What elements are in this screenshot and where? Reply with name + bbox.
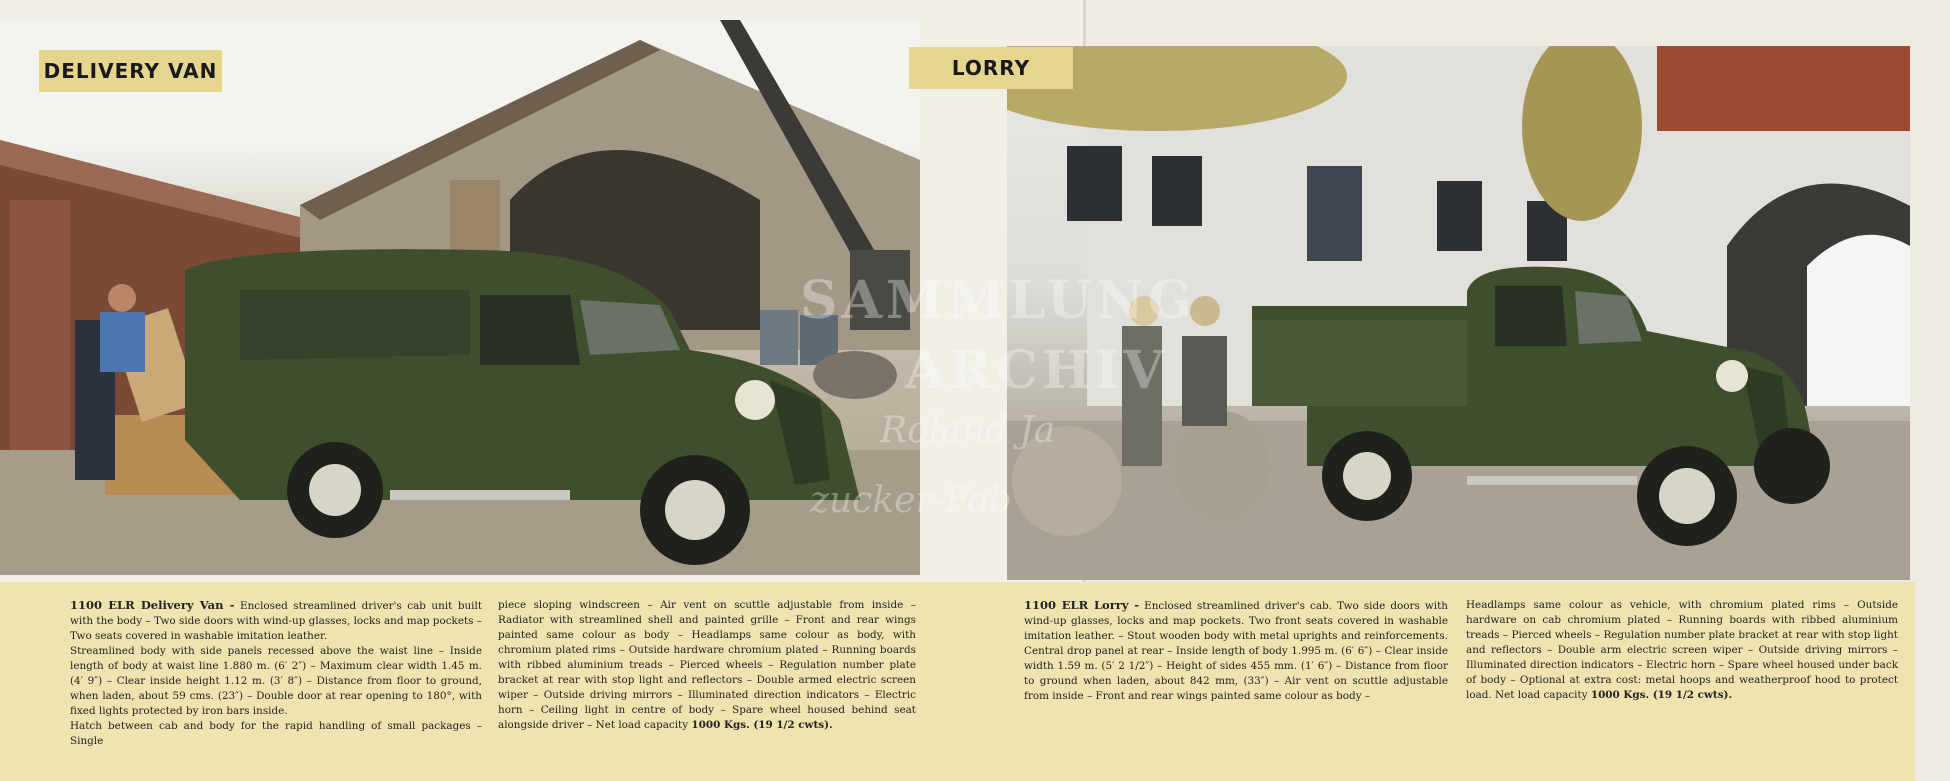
van-spec-paragraph-2: Streamlined body with side panels recessed above the waist line – Inside length of body at waist line 1.880 m. (6′ 2″) – Maximum clear width 1.45 m. (4′ 9″) – Clear inside height 1.12 m. (3′ 8″) – Distance from floor to ground, when laden, about 59 cms. (23″) – Double door at rear opening to 180°, with fixed lights protected by iron bars inside. [70, 645, 482, 717]
lorry-spec-column-1 [1024, 598, 1448, 704]
watermark-line-2: ARCHIV [905, 340, 1168, 401]
van-spec-column-2 [498, 598, 916, 733]
delivery-van-label: DELIVERY VAN [39, 50, 222, 92]
delivery-van-illustration [0, 20, 920, 575]
van-spec-heading: 1100 ELR Delivery Van - [70, 598, 235, 612]
lorry-photo [1007, 46, 1910, 580]
lorry-spec-intro: Enclosed streamlined driver's cab. Two side doors with wind-up glasses, locks and map pockets. Two front seats covered in washable imitation leather. – Stout wooden body with metal uprights and reinforcements. Central drop panel at rear – Inside length of body 1.995 m. (6′ 6″) – Clear inside width 1.59 m. (5′ 2 1/2″) – Height of sides 455 mm. (1′ 6″) – Distance from floor to ground when laden, about 842 mm, (33″) – Air vent on scuttle adjustable from inside – Front and rear wings painted same colour as body – [1024, 600, 1448, 702]
van-spec-text: piece sloping windscreen – Air vent on scuttle adjustable from inside – Radiator with streamlined shell and painted grille – Front and rear wings painted same colour as body – Headlamps same colour as body, with chromium plated rims – Outside hardware chromium plated – Running boards with ribbed aluminium treads – Pierced wheels – Regulation number plate bracket at rear with stop light and reflectors – Double armed electric screen wiper – Outside driving mirrors – Illuminated direction indicators – Electric horn – Ceiling light in centre of body – Spare wheel housed behind seat alongside driver – Net load capacity [498, 599, 916, 731]
lorry-spec-heading: 1100 ELR Lorry - [1024, 598, 1140, 612]
lorry-spec-paragraph-2 [1466, 598, 1898, 703]
watermark-line-1: SAMMLUNG [800, 270, 1197, 331]
van-spec-paragraph-4 [498, 598, 916, 733]
van-spec-intro: Enclosed streamlined driver's cab unit built with the body – Two side doors with wind-up glasses, locks and map pockets – Two seats covered in washable imitation leather. [70, 600, 482, 642]
van-spec-paragraph-3: Hatch between cab and body for the rapid handling of small packages – Single [70, 720, 482, 747]
lorry-illustration [1007, 46, 1910, 580]
lorry-spec-column-2 [1466, 598, 1898, 703]
van-spec-paragraph-1 [70, 598, 482, 644]
watermark-line-3: Roland Ja [880, 410, 1056, 451]
van-load-capacity: 1000 Kgs. (19 1/2 cwts). [691, 719, 833, 731]
watermark-line-4: zucker-Fab [810, 480, 1012, 521]
lorry-load-capacity: 1000 Kgs. (19 1/2 cwts). [1590, 689, 1733, 701]
lorry-label: LORRY [909, 47, 1073, 89]
lorry-spec-text: Headlamps same colour as vehicle, with chromium plated rims – Outside hardware on cab chromium plated – Running boards with ribbed aluminium treads – Pierced wheels – Regulation number plate bracket at rear with stop light and reflectors – Double arm electric screen wiper – Outside driving mirrors – Illuminated direction indicators – Electric horn – Spare wheel housed under back of body – Optional at extra cost: metal hoops and weatherproof hood to protect load. Net load capacity [1466, 599, 1898, 701]
van-spec-column-1 [70, 598, 482, 749]
lorry-spec-paragraph-1 [1024, 598, 1448, 704]
delivery-van-photo [0, 20, 920, 575]
